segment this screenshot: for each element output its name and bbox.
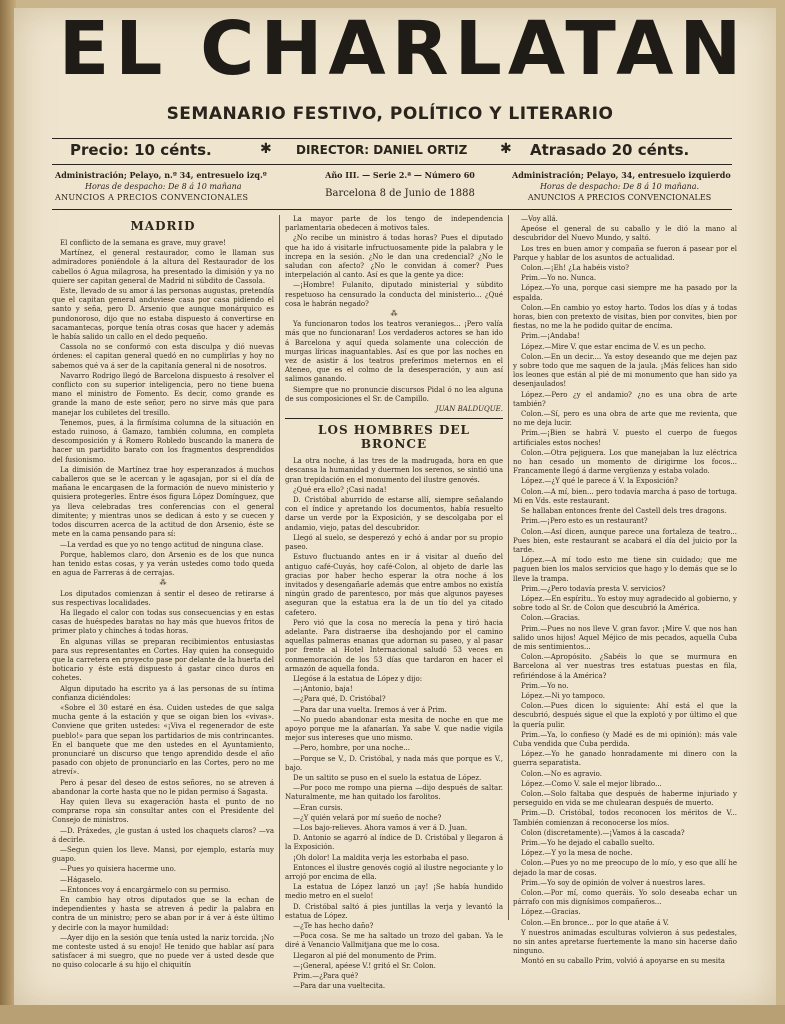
paragraph: «Sobre el 30 estaré en ésa. Cuiden ustedes de que salga mucha gente á la estación y que se oigan bien los «vivas». Conviene que griten ustedes: «¡Viva el regenerador de este pueblo!» para que sepan los partidarios de mis contrincantes. En el banquete que me den ustedes en el Ayuntamiento, pronunciaré un discurso que tengo aprendido desde el año pasado con objeto de pronunciarlo en las Cortes, pero no me atreví». [52,703,274,777]
paragraph: Colon (discretamente).—¡Vamos á la cascada? [521,828,685,837]
paragraph: Colon.—No es agravio. [521,769,602,778]
paragraph: Cassola no se conformó con esta disculpa y dió nuevas órdenes: el capitan general quedó en no cumplirlas y hoy no sabemos qué va á ser de la capitanía general ni de nosotros. [52,343,274,370]
admin-right-ads: ANUNCIOS A PRECIOS CONVENCIONALES [527,193,712,202]
masthead-subtitle: SEMANARIO FESTIVO, POLÍTICO Y LITERARIO [166,104,614,124]
rule-middle [52,164,732,165]
paragraph: Prim.—Yo no. Nunca. [521,274,597,283]
paragraph: D. Cristóbal aburrido de estarse allí, siempre señalando con el índice y apretando los documentos, había resuelto darse un verde por la Exposición, y se descolgaba por el andamio, viejo, patas del descubridor. [285,496,503,532]
paragraph: Montó en su caballo Prim, volvió á apoyarse en su mesita [521,957,725,966]
paragraph: ¿No recibe un ministro á todas horas? Pues el diputado que ha ido á visitarle infructuosamente pide la palabra y le increpa en la sesión. ¿No le dan una credencial? ¿No le saludan con afecto? ¿No le convidan á comer? Pues interpelación al canto. Así es que la gente ya dice: [285,234,503,280]
paragraph: Colon.—Sí, pero es una obra de arte que me revienta, que no me deja lucir. [513,410,737,428]
paragraph: —Eran cursis. [293,803,343,812]
admin-right-hours: Horas de despacho: De 8 á 10 mañana. [539,182,700,191]
paragraph: López.—A mí todo esto me tiene sin cuidado; que me paguen bien los malos servicios que hago y lo demás que se lo lleve la trampa. [513,556,737,583]
paragraph: Colon.—Así dicen, aunque parece una fortaleza de teatro... Pues bien, este restaurant se acabará el día del juicio por la tarde. [513,527,737,554]
paragraph: La otra noche, á las tres de la madrugada, hora en que descansa la humanidad y duermen los serenos, se sintió una gran trepidación en el monumento del ilustre genovés. [285,457,503,484]
paragraph: —¿Te has hecho daño? [293,922,374,931]
paragraph: Los tres en buen amor y compaña se fueron á pasear por el Parque y hablar de los asuntos de actualidad. [513,244,737,262]
paragraph: Colon.—En bronce... por lo que atañe á V. [521,918,669,927]
paragraph: Colon.—A mí, bien... pero todavía marcha á paso de tortuga. Mi en Vds. este restaurant. [513,487,737,505]
paragraph: En algunas villas se preparan recibimientos entusiastas para sus representantes en Cortes. Hay quien ha conseguido que la carretera en proyecto pase por delante de la huerta del boticario y éste está dispuesto á gastar cinco duros en cohetes. [52,637,274,683]
admin-left-block [55,170,290,203]
paragraph: Martínez, el general restaurador, como le llaman sus admiradores poniéndole á la altura del Restaurador de los cabellos ó Agua milagrosa, ha presentado la dimisión y ya no quiere ser capitan general de Madrid ni súbdito de Cassola. [52,249,274,285]
paragraph: Ya funcionaron todos los teatros veraniegos... ¡Pero valía más que no funcionaran! Los verdaderos actores se han ido á Barcelona y aquí queda solamente una colección de murgas líricas inaguantables. Así es que por las noches en vez de asistir á los teatros preferimos meternos en el Ateneo, que es el colmo de la desesperación, y aun así salimos ganando. [285,320,503,384]
paragraph: —Poca cosa. Se me ha saltado un trozo del gaban. Ya le diré á Venancio Vallmitjana que me lo cosa. [285,932,503,950]
paragraph: —¿Y quién velará por mí sueño de noche? [293,813,442,822]
paragraph: —Los bajo-relieves. Ahora vamos á ver á D. Juan. [293,823,468,832]
paragraph: Los diputados comienzan á sentir el deseo de retirarse á sus respectivas localidades. [52,589,274,607]
paragraph: Algun diputado ha escrito ya á las personas de su íntima confianza diciéndoles: [52,684,274,702]
column-separator [508,215,509,920]
paragraph: Prim.—¡Pero esto es un restaurant? [521,517,648,526]
paragraph: ¿Qué era ello? ¡Casi nada! [293,485,387,494]
price-text: Precio: 10 cénts. [70,141,212,159]
paragraph: López.—¿Y qué le parece á V. la Exposición? [521,477,678,486]
paragraph: Colon.—Solo faltaba que después de haberme injuriado y perseguido en vida se me chulearan después de muerto. [513,789,737,808]
paragraph: López.—Yo he ganado honradamente mi dinero con la guerra separatista. [513,750,737,768]
paragraph: López.—Mire V. que estar encima de V. es un pecho. [521,342,706,351]
paragraph: Apeóse el general de su caballo y le dió la mano al descubridor del Nuevo Mundo, y saltó. [513,225,737,243]
paragraph: Colon.—En un decir.... Ya estoy deseando que me dejen paz y sobre todo que me saquen de la jaula. ¡Más felices han sido los leones que están al pié de mi monumento que han sido ya desenjaulados! [513,352,737,389]
paragraph: —No puedo abandonar esta mesita de noche en que me apoyo porque me la afanarían. Ya sabe V. que nadie vigila mejor sus intereses que uno mismo. [285,715,503,743]
paragraph: Llegaron al pié del monumento de Prim. [293,951,437,960]
paragraph: Colon.—En cambio yo estoy harto. Todos los días y á todas horas, bien con pretexto de visitas, bien por convites, bien por fiestas, no me la he podido quitar de encima. [513,303,737,331]
paragraph: —Por poco me rompo una pierna —dijo después de saltar. Naturalmente, me han quitado los farolitos. [285,784,503,802]
paragraph: López.—Gracias. [521,908,581,917]
paragraph: —La verdad es que yo no tengo actitud de ninguna clase. [60,540,264,549]
paragraph: D. Antonio se agarró al índice de D. Cristóbal y llegaron á la Exposición. [285,834,503,852]
paragraph: López.—Como V. sale el mejor librado... [521,779,662,788]
paragraph: —¡General, apéese V.! gritó el Sr. Colon. [293,961,436,970]
section-stars: ⁂ [390,310,398,319]
paragraph: Colon.—Pues dicen lo siguiente: Ahí está el que la descubrió, después sigue el que la explotó y por último el que la quería pulir. [513,702,737,729]
paragraph: Porque, hablemos claro, don Arsenio es de los que nunca han tenido estas cosas, y ya verán ustedes como todo queda en agua de Farreras á de cerrajas. [52,550,274,578]
paragraph: —D. Práxedes, ¿le gustan á usted los chaquets claros? —va á decirle. [52,826,274,844]
rule-top [52,138,732,139]
paragraph: —¡Hombre! Fulanito, diputado ministerial y súbdito respetuoso ha censurado la conducta del ministerio... ¿Qué cosa le habrán negado? [285,281,503,308]
paragraph: Navarro Rodrigo llegó de Barcelona dispuesto á resolver el conflicto con su superior inteligencia, pero no tiene buena mano el ministro de Fomento. Es decir, como grande es grande la mano de este señor, pero no sirve más que para manejar los cubiletes del tresillo. [52,371,274,417]
column-2 [285,215,503,991]
paragraph: En cambio hay otros diputados que se la echan de independientes y hasta se atreven á pedir la palabra en contra de un ministro; pero se aban por ir á ver á éste último y decirle con la mayor humildad: [52,896,274,932]
paragraph: Colon.—¡Eh! ¿La habéis visto? [521,264,629,273]
director-text: DIRECTOR: DANIEL ORTIZ [296,143,468,157]
paragraph: Siempre que no pronuncie discursos Pidal ó no lea alguna de sus composiciones el Sr. de Campillo. [285,385,503,403]
admin-right-block [512,170,731,203]
paragraph: La dimisión de Martínez trae hoy esperanzados á muchos caballeros que se le acercan y le agasajan, por si el día de mañana le encargasen de la formación de nuevo ministerio y quisiera protegerles. Entre ésos figura López Domínguez, que ya lleva celebradas tres conferencias con el general dimitente; y mientras unos se dedican á esto y se cuecen y todos discurren acerca de la actitud de don Arsenio, éste se mete en la cama pensando para sí: [52,465,274,539]
issue-number: Año III. — Serie 2.ª — Número 60 [325,170,475,180]
paragraph: —Pero, hombre, por una noche... [293,744,410,753]
paragraph: Este, llevado de su amor á las personas augustas, pretendía que el capitan general anduviese casa por casa pidiendo el santo y seña, pero D. Arsenio que aunque monárquico es pundonoroso, dijo que no estaba dispuesto á convertirse en sacamantecas, porque tenía otras cosas que hacer y además le había salido un callo en el dedo pequeño. [52,287,274,342]
bronce-heading: LOS HOMBRES DEL BRONCE [285,418,503,451]
admin-left-address: Administración; Pelayo, n.º 34, entresuelo izq.º [55,170,267,180]
paragraph: Colon.—Gracias. [521,614,581,623]
paragraph: Prim.—¿Pero todavía presta V. servicios? [521,584,666,593]
admin-right-address: Administración; Pelayo, 34, entresuelo izquierdo [512,170,731,180]
paragraph: López.—Y yo la mesa de noche. [521,849,633,858]
star-icon: ✱ [500,141,512,157]
paragraph: La mayor parte de los tengo de independencia parlamentaria obedecen á motivos tales. [285,215,503,233]
admin-left-ads: ANUNCIOS A PRECIOS CONVENCIONALES [55,193,249,202]
paragraph: López.—Pero ¿y el andamio? ¿no es una obra de arte también? [513,390,737,408]
paragraph: Prim.—D. Cristóbal, todos reconocen los méritos de V... También comienzan á reconocerse los míos. [513,809,737,827]
paragraph: —Para dar una vuelta. Iremos á ver á Prim. [293,705,447,714]
column-separator [279,215,280,920]
paragraph: Prim.—Ya, lo confieso (y Madé es de mi opinión): más vale Cuba vendida que Cuba perdida. [513,730,737,748]
issue-block [300,170,500,199]
paragraph: Hay quien lleva su exageración hasta el punto de no comprarse ropa sin consultar antes con el Presidente del Consejo de ministros. [52,797,274,825]
paragraph: Prim.—Pues no nos lleve V. gran favor. ¡Mire V. que nos han salido unos hijos! Aquel Méjico de mis pecados, aquella Cuba de mis sentimientos... [513,624,737,651]
paragraph: Tenemos, pues, á la firmísima columna de la situación en estado ruinoso, á Gamazo, también columna, en completa descomposición y á Romero Robledo buscando la manera de hacer un partidito barato con los fragmentos desprendidos del fusionismo. [52,418,274,464]
paragraph: Colon.—Por mí, como queráis. Yo solo deseaba echar un párrafo con mis dignísimos compañeros... [513,889,737,907]
paragraph: —Ayer dijo en la sesión que tenía usted la nariz torcida. ¡No me conteste usted á su enojo! He tenido que hablar así para satisfacer á mi suegro, que no puede ver á usted desde que no quiso colocarle á su hijo el chiquitín [52,933,274,970]
paragraph: —Hágaselo. [60,875,103,884]
paragraph: Colon.—Apropósito. ¿Sabéis lo que se murmura en Barcelona al ver nuestras tres estatuas puestas en fila, refiriéndose á la América? [513,653,737,680]
paragraph: D. Cristóbal saltó á pies juntillas la verja y levantó la estatua de López. [285,902,503,920]
paragraph: Llegó al suelo, se desperezó y echó á andar por su propio paseo. [285,533,503,552]
issue-date: Barcelona 8 de Junio de 1888 [325,188,475,199]
paragraph: —¿Para qué, D. Cristóbal? [293,695,386,704]
paragraph: —¡Antonio, baja! [293,685,353,694]
paragraph: Llegóse á la estatua de López y dijo: [293,674,423,683]
paragraph: —Segun quien los lleve. Mansi, por ejemplo, estaría muy guapo. [52,846,274,864]
section-stars: ⁂ [159,579,167,588]
masthead-title: EL CHARLATAN [58,6,748,92]
paragraph: López.—Ni yo tampoco. [521,691,605,700]
paragraph: Prim.—¡Bien se habrá V. puesto el cuerpo de fuegos artificiales estos noches! [513,429,737,447]
author-signature: JUAN BALDUQUE. [435,405,503,414]
paragraph: Estuvo fluctuando antes en ir á visitar al dueño del antiguo café-Cuyás, hoy café-Colon, al objeto de darle las gracias por haber hecho esperar la otra noche á los invitados y desengañarle además que entre ambos no existía ningún grado de parentesco, por más que algunos payeses aseguran que la estatua era la de un tío del ya citado cafetero. [285,553,503,617]
paragraph: De un saltito se puso en el suelo la estatua de López. [293,773,482,782]
paragraph: Prim.—¿Para qué? [293,972,359,981]
paragraph: Prim.—Yo soy de opinión de volver á nuestros lares. [521,878,706,887]
admin-left-hours: Horas de despacho: De 8 á 10 mañana [85,182,242,191]
paragraph: —Para dar una vueltecita. [293,982,386,991]
column-1 [52,215,274,970]
star-icon: ✱ [260,141,272,157]
paragraph: —Porque se V., D. Cristóbal, y nada más que porque es V., bajo. [285,754,503,772]
madrid-heading: MADRID [130,219,196,233]
paragraph: Prim.—Yo no. [521,681,569,690]
paragraph: López.—En espíritu.. Yo estoy muy agradecido al gobierno, y sobre todo al Sr. de Colon que descubrió la América. [513,594,737,613]
paragraph: Ha llegado el calor con todas sus consecuencias y en estas casas de huéspedes baratas no hay más que huevos fritos de primer plato y chinches á todas horas. [52,608,274,636]
paragraph: —Voy allá. [521,215,558,223]
paragraph: El conflicto de la semana es grave, muy grave! [60,239,226,247]
paragraph: Se hallaban entonces frente del Castell dels tres dragons. [521,507,727,516]
page-bottom-edge [0,1005,785,1024]
paragraph: La estatua de López lanzó un ¡ay! ¡Se había hundido medio metro en el suelo! [285,883,503,901]
paragraph: Colon.—Otra pejiguera. Los que manejaban la luz eléctrica no han cesado un momento de dirigirme los focos... Francamente llegó á darme vergüenza y estaba volado. [513,448,737,476]
paragraph: ¡Oh dolor! La maldita verja les estorbaba el paso. [293,853,469,862]
paragraph: —Pues yo quisiera hacerme uno. [60,865,176,874]
paragraph: Entonces el ilustre genovés cogió al ilustre negociante y lo arrojó por encima de ella. [285,863,503,881]
paragraph: Colon.—Pues yo no me preocupo de lo mío, y eso que allí he dejado la mar de cosas. [513,859,737,877]
paragraph: —Entonces voy á encargármelo con su permiso. [60,885,231,894]
column-3 [513,215,737,966]
paragraph: López.—Yo una, porque casi siempre me ha pasado por la espalda. [513,284,737,302]
price-line [70,141,720,163]
atrasado-text: Atrasado 20 cénts. [530,141,690,159]
rule-bottom [52,209,732,210]
paragraph: Prim.—Yo he dejado el caballo suelto. [521,839,655,847]
paragraph: Pero á pesar del deseo de estos señores, no se atreven á abandonar la corte hasta que no le pidan permiso á Sagasta. [52,778,274,796]
paragraph: Prim.—¡Andaba! [521,332,580,341]
paragraph: Y nuestros animadas esculturas volvieron á sus pedestales, no sin antes apretarse fuertemente la mano sin hacerse daño ninguno. [513,928,737,956]
paragraph: Pero vió que la cosa no merecía la pena y tiró hacia adelante. Para distraerse iba deshojando por el camino aquellas palmeras enanas que adornan su paseo, y al pasar por frente al Hotel Internacional saludó 53 veces en conmemoración de los 53 días que tardaron en hacer el armazón de aquella fonda. [285,618,503,673]
